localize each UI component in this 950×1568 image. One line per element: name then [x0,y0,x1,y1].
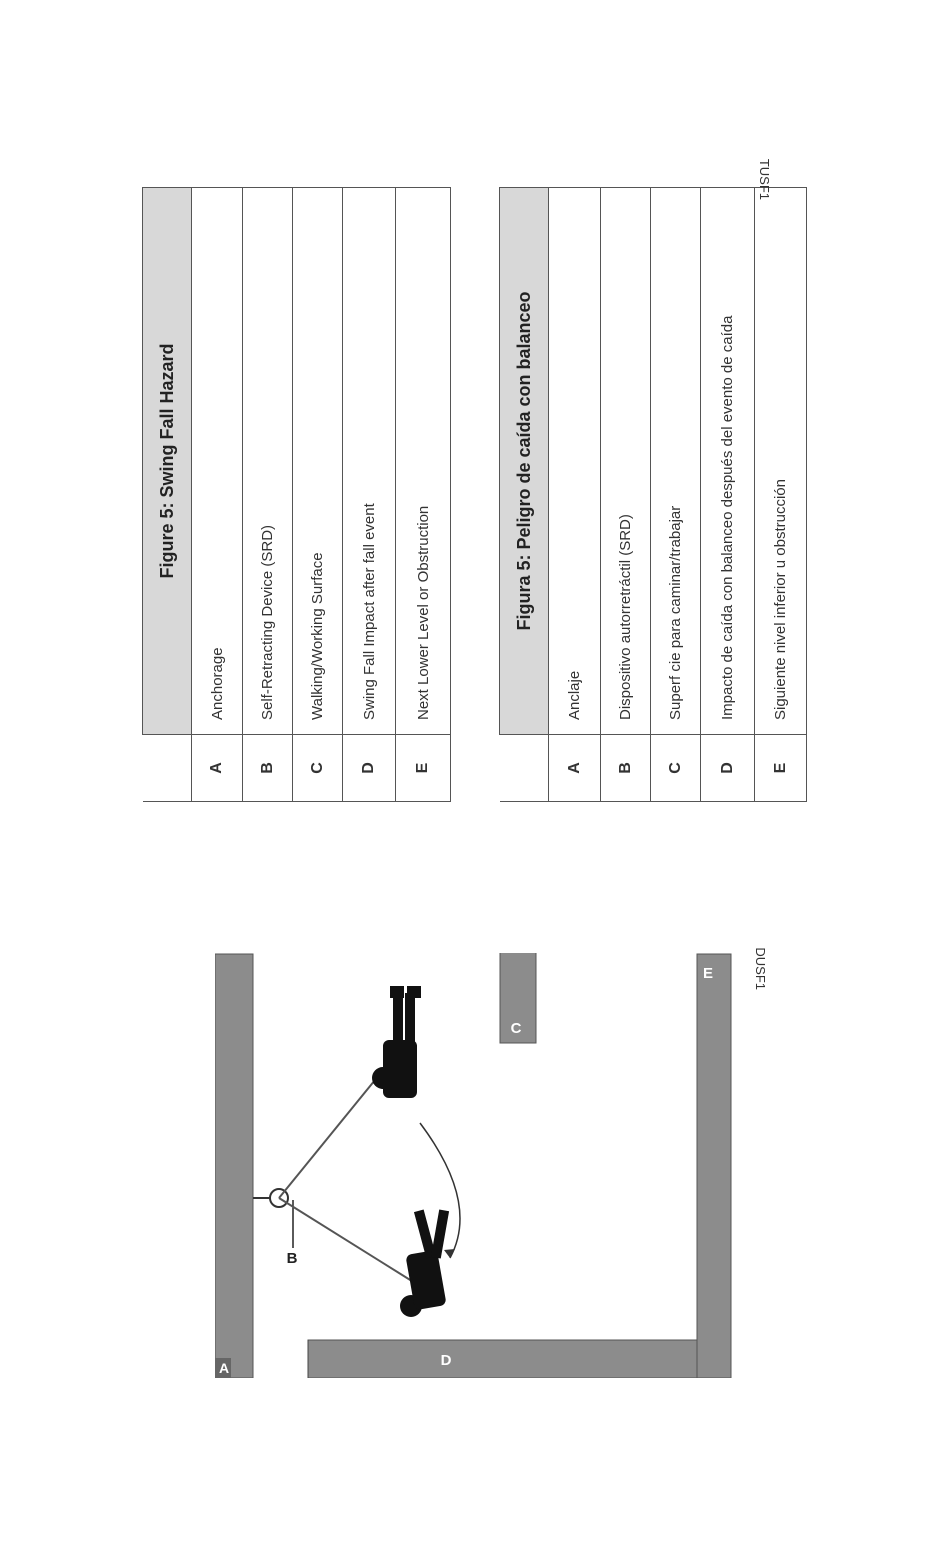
table-row [293,188,343,802]
table-row [651,188,701,802]
table-row [396,188,451,802]
table-row [243,188,293,802]
row-letter: A [192,735,243,802]
label-e: E [702,965,714,982]
row-letter: D [343,735,396,802]
anchorage-beam [215,954,253,1378]
row-letter: B [243,735,293,802]
label-a: A [218,1360,230,1376]
row-letter: A [549,735,601,802]
worker-swinging [400,1209,449,1317]
row-label: Dispositivo autorretráctil (SRD) [601,188,651,735]
lower-level [697,954,731,1378]
row-label: Anclaje [549,188,601,735]
legend-table-spanish [499,187,807,802]
row-label: Impacto de caída con balanceo después del evento de caída [701,188,755,735]
table-row [549,188,601,802]
row-letter: C [651,735,701,802]
row-letter: E [755,735,807,802]
page-code: TUSF1 [757,158,772,200]
row-label: Swing Fall Impact after fall event [343,188,396,735]
row-label: Anchorage [192,188,243,735]
row-label: Walking/Working Surface [293,188,343,735]
label-b: B [286,1250,298,1267]
table-title: Figure 5: Swing Fall Hazard [143,188,192,735]
label-d: D [440,1352,452,1369]
row-label: Next Lower Level or Obstruction [396,188,451,735]
swing-fall-illustration [215,953,735,1378]
row-label: Self-Retracting Device (SRD) [243,188,293,735]
label-c: C [510,1020,522,1037]
table-row [343,188,396,802]
row-letter: D [701,735,755,802]
row-letter: E [396,735,451,802]
row-label: Superf cie para caminar/trabajar [651,188,701,735]
figure-code: DUSF1 [753,947,768,990]
table-row [701,188,755,802]
row-letter: B [601,735,651,802]
table-row [601,188,651,802]
legend-table-english [142,187,451,802]
impact-structure [308,1340,703,1378]
table-row [192,188,243,802]
worker-standing [372,986,421,1098]
table-title: Figura 5: Peligro de caída con balanceo [500,188,549,735]
row-label: Siguiente nivel inferior u obstrucción [755,188,807,735]
row-letter: C [293,735,343,802]
table-row [755,188,807,802]
